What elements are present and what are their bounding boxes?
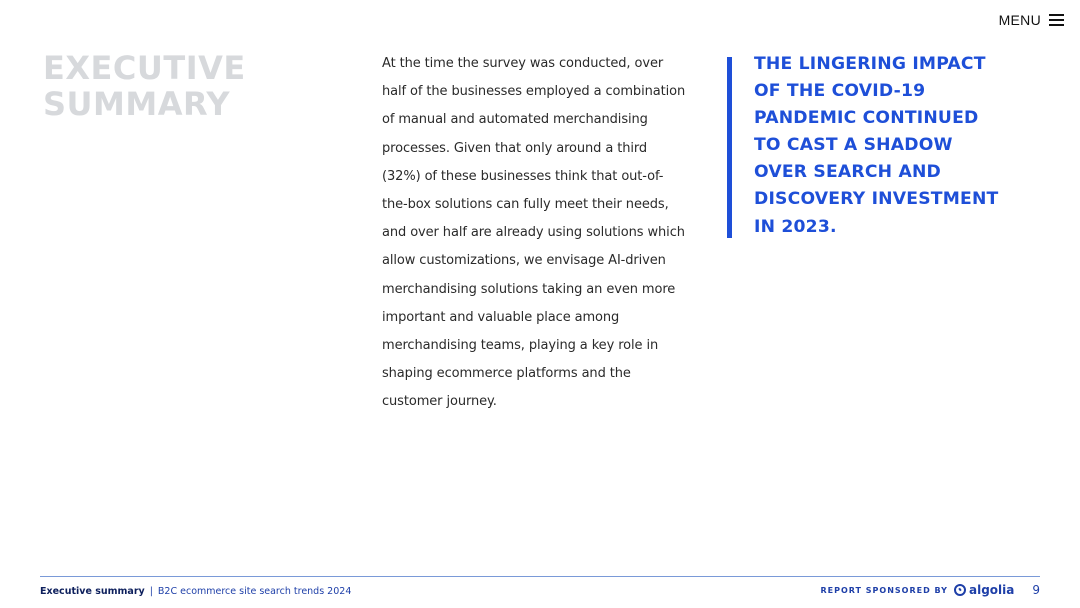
footer-divider <box>40 576 1040 577</box>
footer-separator: | <box>149 586 153 597</box>
pullquote-text: THE LINGERING IMPACT OF THE COVID-19 PANDEMIC CONTINUED TO CAST A SHADOW OVER SEARCH AND DISCOVERY INVESTMENT IN 2023. <box>754 54 999 237</box>
footer-report-title: B2C ecommerce site search trends 2024 <box>157 586 352 597</box>
hamburger-icon <box>1049 14 1064 26</box>
footer-sponsor <box>820 583 1040 597</box>
pullquote <box>727 54 999 238</box>
page-title-line1: EXECUTIVE <box>43 49 246 87</box>
page-number: 9 <box>1032 583 1040 597</box>
page-title <box>43 50 246 122</box>
algolia-logo-icon <box>954 584 966 596</box>
footer-section-link[interactable]: Executive summary <box>40 586 145 597</box>
sponsor-brand <box>954 583 1014 597</box>
footer-breadcrumb <box>40 586 351 597</box>
sponsor-name: algolia <box>968 583 1015 597</box>
menu-label: MENU <box>998 12 1041 28</box>
body-paragraph: At the time the survey was conducted, over half of the businesses employed a combination of manual and automated merchandising processes. Given that only around a third (32%) of these businesses think that out-of-the-box solutions can fully meet their needs, and over half are already using solutions which allow customizations, we envisage AI-driven merchandising solutions taking an even more important and valuable place among merchandising teams, playing a key role in shaping ecommerce platforms and the customer journey. <box>382 56 686 410</box>
page-title-line2: SUMMARY <box>43 85 231 123</box>
menu-button[interactable] <box>999 12 1064 28</box>
sponsor-label: REPORT SPONSORED BY <box>820 585 948 595</box>
